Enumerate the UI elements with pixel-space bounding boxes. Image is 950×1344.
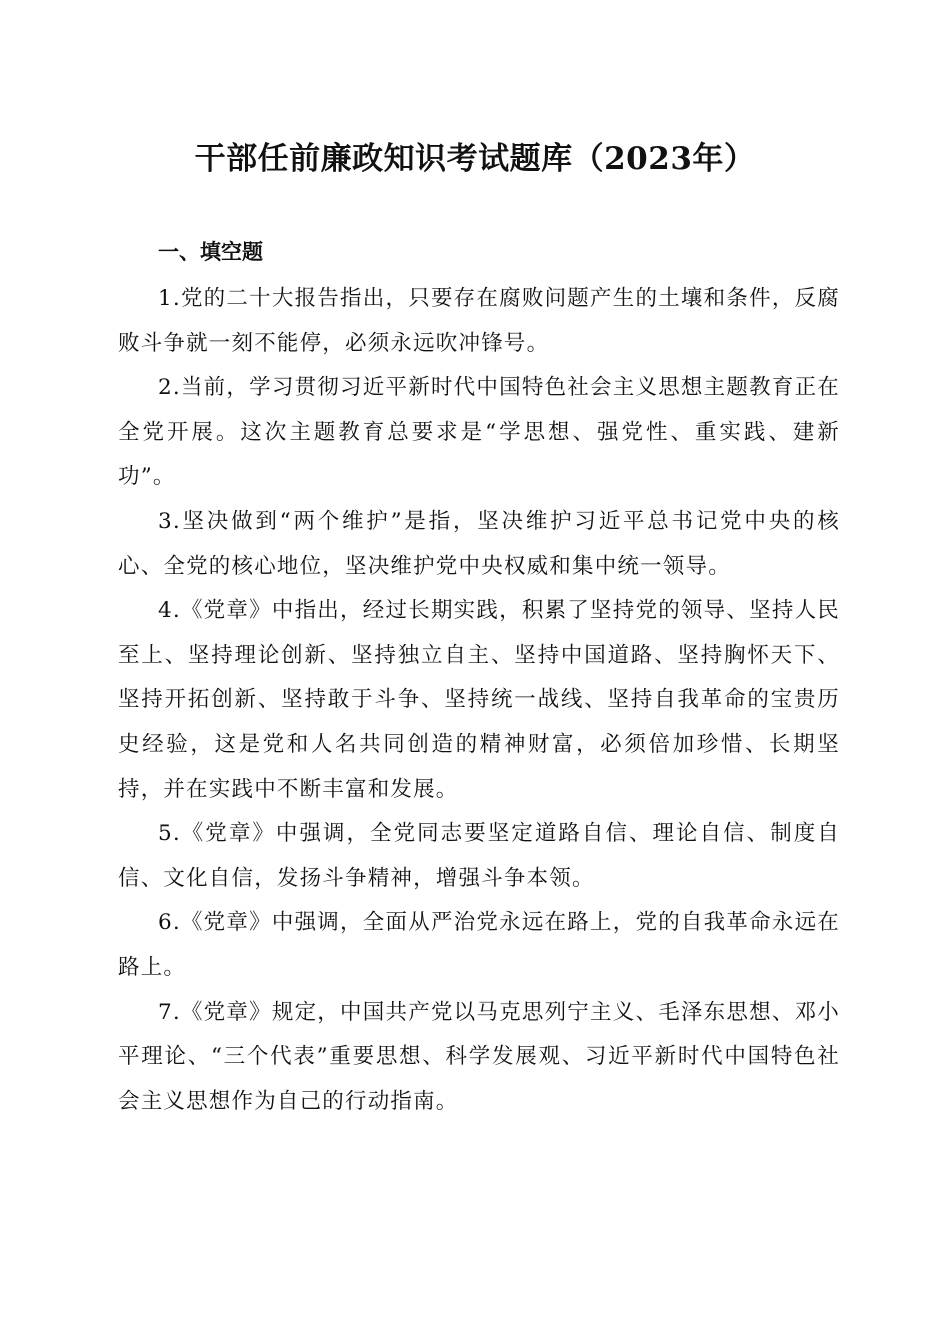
document-title: 干部任前廉政知识考试题库（2023年）: [194, 141, 756, 177]
question-item-1: 1.党的二十大报告指出，只要存在腐败问题产生的土壤和条件，反腐败斗争就一刻不能停，必须永远吹冲锋号。: [118, 286, 840, 356]
question-item-3: 3.坚决做到“两个维护”是指，坚决维护习近平总书记党中央的核心、全党的核心地位，坚决维护党中央权威和集中统一领导。: [118, 508, 840, 579]
question-list: [118, 277, 840, 1124]
section-heading: 一、填空题: [158, 240, 263, 264]
question-item-5: 5.《党章》中强调，全党同志要坚定道路自信、理论自信、制度自信、文化自信，发扬斗争精神，增强斗争本领。: [118, 821, 840, 891]
question-item-6: 6.《党章》中强调，全面从严治党永远在路上，党的自我革命永远在路上。: [118, 910, 840, 980]
question-item-2: 2.当前，学习贯彻习近平新时代中国特色社会主义思想主题教育正在全党开展。这次主题教育总要求是“学思想、强党性、重实践、建新功”。: [118, 375, 840, 490]
question-item-4: 4.《党章》中指出，经过长期实践，积累了坚持党的领导、坚持人民至上、坚持理论创新、坚持独立自主、坚持中国道路、坚持胸怀天下、坚持开拓创新、坚持敢于斗争、坚持统一战线、坚持自我革命的宝贵历史经验，这是党和人名共同创造的精神财富，必须倍加珍惜、长期坚持，并在实践中不断丰富和发展。: [118, 598, 840, 802]
question-item-7: 7.《党章》规定，中国共产党以马克思列宁主义、毛泽东思想、邓小平理论、“三个代表”重要思想、科学发展观、习近平新时代中国特色社会主义思想作为自己的行动指南。: [118, 999, 840, 1114]
